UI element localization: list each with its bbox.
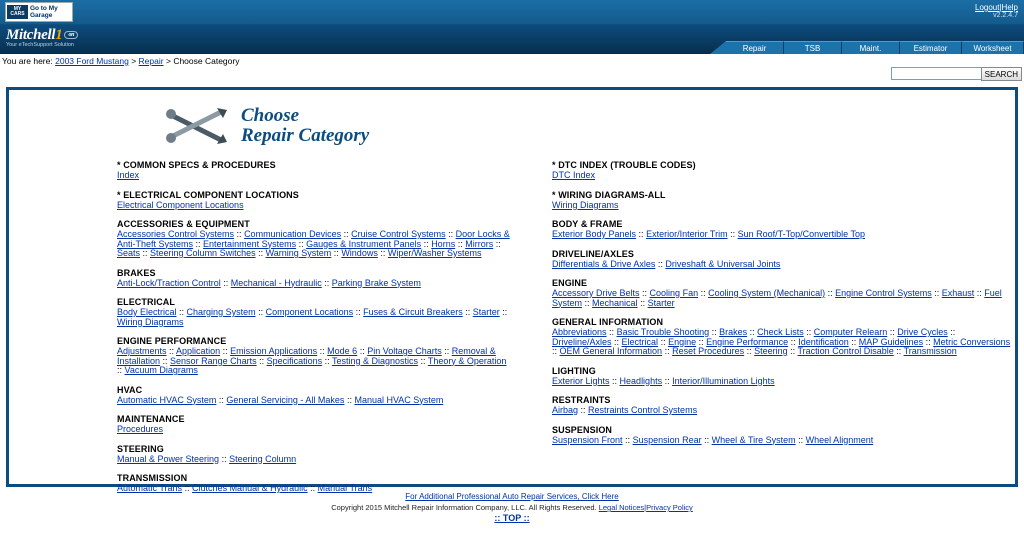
category-link[interactable]: Manual & Power Steering [117,453,220,464]
category-link[interactable]: Specifications [266,355,323,366]
link-separator: :: [219,453,230,464]
category-link[interactable]: Automatic Trans [117,483,183,493]
link-separator: :: [803,327,814,337]
category-link[interactable]: Driveshaft & Universal Joints [665,258,781,269]
category-group-heading: SUSPENSION [552,424,613,435]
link-separator: :: [795,434,806,445]
category-group [552,249,1015,270]
category-link-list [552,171,1015,181]
link-separator: :: [220,346,231,356]
main-panel [6,87,1018,493]
nav-slant-decoration [710,41,726,54]
link-separator: :: [331,248,342,258]
footer-separator: | [644,503,647,512]
category-group [117,219,512,259]
link-separator: :: [234,229,245,239]
copyright-text: Copyright 2015 Mitchell Repair Information Company, LLC. All Rights Reserved. [331,503,597,512]
category-link[interactable]: Fuel System [552,288,1002,308]
category-link[interactable]: Mechanical [592,297,638,308]
category-link[interactable]: Electrical [621,336,659,347]
category-group-heading: ACCESSORIES & EQUIPMENT [117,219,250,229]
category-link[interactable]: Airbag [552,405,579,415]
tab-tsb[interactable]: TSB [784,41,842,54]
link-separator: :: [696,336,707,347]
category-group-heading: TRANSMISSION [117,473,188,483]
link-separator: :: [747,327,758,337]
link-separator: :: [658,336,669,347]
link-separator: :: [727,229,738,239]
category-link-list [117,230,512,259]
category-link[interactable]: DTC Index [552,170,596,180]
link-separator: :: [166,346,177,356]
category-link[interactable]: Reset Procedures [672,346,745,356]
category-group-heading: ELECTRICAL [117,297,175,307]
link-separator: :: [255,248,266,258]
topbar-separator: | [999,3,1002,12]
page-title-line-1: Choose [241,105,300,126]
category-link[interactable]: Abbreviations [552,327,607,337]
category-link[interactable]: Cooling System (Mechanical) [708,288,826,298]
category-link[interactable]: Automatic HVAC System [117,394,217,405]
help-link[interactable]: Help [1001,3,1018,12]
link-separator: :: [609,375,620,386]
link-separator: :: [655,258,666,269]
category-link[interactable]: Accessories Control Systems [117,229,235,239]
category-group [117,297,512,327]
category-link[interactable]: Testing & Diagnostics [331,355,419,366]
category-group-heading: DRIVELINE/AXLES [552,248,635,259]
category-link[interactable]: Sun Roof/T-Top/Convertible Top [737,229,865,239]
category-group-heading: MAINTENANCE [117,414,185,424]
category-link[interactable]: Exterior Lights [552,375,610,386]
link-separator: :: [418,355,428,366]
tab-worksheet[interactable]: Worksheet [962,41,1024,54]
category-link[interactable]: Body Electrical [117,307,177,317]
category-columns [9,154,1015,503]
link-separator: :: [887,327,898,337]
brand-name: Mitchell [6,27,56,43]
brand-badge: on [64,31,78,39]
category-link[interactable]: Identification [798,336,849,347]
link-separator: :: [582,297,593,308]
category-link-list [552,377,1015,387]
left-category-column [9,160,512,503]
category-link-list [117,347,512,376]
link-separator: :: [344,394,355,405]
link-separator: :: [636,229,647,239]
link-separator: :: [611,336,622,347]
category-link-list [552,328,1015,357]
link-separator: :: [931,288,942,298]
breadcrumb-repair[interactable]: Repair [138,56,164,66]
link-separator: :: [825,288,836,298]
category-group-heading: * WIRING DIAGRAMS-ALL [552,189,666,200]
category-link[interactable]: Differentials & Drive Axles [552,258,656,269]
category-link[interactable]: Theory & Operation [427,355,507,366]
link-separator: :: [353,307,364,317]
category-link[interactable]: Starter [647,297,675,308]
category-link-list [117,201,512,211]
category-group [117,190,512,211]
category-link[interactable]: Wiring Diagrams [552,199,619,210]
category-link[interactable]: Restraints Control Systems [588,405,698,415]
brand-accent: 1 [55,27,63,43]
brand-bar [0,25,1024,54]
link-separator: :: [462,307,473,317]
category-link[interactable]: Basic Trouble Shooting [616,327,710,337]
category-link[interactable]: Wiring Diagrams [117,316,184,327]
link-separator: :: [441,346,452,356]
category-group-heading: * DTC INDEX (TROUBLE CODES) [552,160,696,170]
pro-services-link[interactable]: For Additional Professional Auto Repair Services, Click Here [405,492,619,501]
category-link[interactable]: Driveline/Axles [552,336,612,347]
link-separator: :: [317,346,328,356]
category-link[interactable]: OEM General Information [559,346,663,356]
main-nav-tabs [710,25,1024,54]
my-cars-logo: MY CARS [7,5,28,19]
link-separator: :: [296,238,307,249]
link-separator: :: [744,346,755,356]
search-row [0,67,1024,83]
category-link[interactable]: Interior/Illumination Lights [672,375,775,386]
category-link[interactable]: Steering [754,346,788,356]
category-link-list [552,289,1015,308]
category-link[interactable]: Anti-Lock/Traction Control [117,277,221,288]
privacy-policy-link[interactable]: Privacy Policy [646,503,693,512]
category-link[interactable]: General Servicing - All Makes [226,394,345,405]
my-garage-label: Go to My Garage [29,5,58,19]
category-link[interactable]: Computer Relearn [813,327,888,337]
category-link[interactable]: Electrical Component Locations [117,199,244,210]
category-group-heading: LIGHTING [552,365,596,376]
category-link[interactable]: Pin Voltage Charts [367,346,442,356]
category-link[interactable]: Mode 6 [327,346,358,356]
breadcrumb-current: Choose Category [173,56,240,66]
brand-tagline: Your eTechSupport Solution [6,42,74,48]
category-link-list [117,425,512,435]
link-separator: :: [117,365,125,375]
category-group-heading: BODY & FRAME [552,219,623,229]
category-link-list [117,279,512,289]
category-link[interactable]: Gauges & Instrument Panels [306,238,422,249]
category-link[interactable]: Removal & Installation [117,346,496,366]
wrench-icon [159,104,235,148]
category-link[interactable]: Wheel & Tire System [711,434,796,445]
category-link[interactable]: Steering Column [229,453,297,464]
category-link[interactable]: Cooling Fan [649,288,699,298]
link-separator: :: [493,238,501,249]
link-separator: :: [788,336,799,347]
link-separator: :: [662,346,673,356]
link-separator: :: [445,229,456,239]
link-separator: :: [216,394,227,405]
category-link[interactable]: Mechanical - Hydraulic [230,277,322,288]
legal-notices-link[interactable]: Legal Notices [598,503,645,512]
tab-estimator[interactable]: Estimator [900,41,962,54]
category-group [552,425,1015,446]
link-separator: :: [321,277,332,288]
link-separator: :: [698,288,709,298]
category-link[interactable]: Communication Devices [244,229,342,239]
link-separator: :: [193,238,204,249]
category-link[interactable]: Engine [668,336,697,347]
category-group [552,219,1015,240]
link-separator: :: [140,248,151,258]
category-link[interactable]: Horns [431,238,456,249]
category-link[interactable]: Engine Performance [706,336,789,347]
category-group [552,160,1015,181]
link-separator: :: [357,346,368,356]
link-separator: :: [176,307,187,317]
category-link[interactable]: Transmission [903,346,957,356]
category-link[interactable]: Headlights [619,375,663,386]
category-link[interactable]: Index [117,170,140,180]
category-group-heading: ENGINE [552,278,588,288]
category-link-list [552,260,1015,270]
category-link[interactable]: Exterior/Interior Trim [646,229,728,239]
category-link-list [117,455,512,465]
category-link[interactable]: Sensor Range Charts [170,355,257,366]
tab-repair[interactable]: Repair [726,41,784,54]
category-link[interactable]: Wheel Alignment [805,434,874,445]
category-group [117,473,512,494]
category-link[interactable]: Cruise Control Systems [351,229,446,239]
category-link-list [552,201,1015,211]
category-group [552,395,1015,416]
category-link[interactable]: Procedures [117,424,164,434]
category-link[interactable]: Application [176,346,221,356]
category-link-list [117,171,512,181]
link-separator: :: [377,248,388,258]
category-group-heading: ENGINE PERFORMANCE [117,336,227,346]
category-link[interactable]: Vacuum Diagrams [124,365,198,375]
category-group-heading: RESTRAINTS [552,395,611,405]
category-link[interactable]: Exterior Body Panels [552,229,637,239]
breadcrumb-sep-1: > [131,56,137,66]
category-group [552,190,1015,211]
category-group [117,268,512,289]
search-button[interactable]: SEARCH [981,67,1022,81]
category-link-list [552,230,1015,240]
link-separator: :: [622,434,633,445]
mitchell-logo[interactable] [6,27,78,48]
link-separator: :: [256,355,267,366]
category-link[interactable]: Component Locations [265,307,354,317]
category-link[interactable]: Adjustments [117,346,167,356]
category-link[interactable]: Starter [472,307,500,317]
category-link[interactable]: Drive Cycles [897,327,948,337]
link-separator: :: [606,327,617,337]
link-separator: :: [639,288,650,298]
link-separator: :: [255,307,266,317]
link-separator: :: [578,405,589,415]
category-link-list [117,308,512,327]
page-title-line-2: Repair Category [241,125,370,146]
link-separator: :: [701,434,712,445]
link-separator: :: [637,297,648,308]
category-group-heading: GENERAL INFORMATION [552,317,664,327]
category-group [117,385,512,406]
category-link[interactable]: Warning System [265,248,332,258]
category-link[interactable]: Charging System [186,307,256,317]
category-link[interactable]: Wiper/Washer Systems [387,248,482,258]
link-separator: :: [455,238,466,249]
category-link[interactable]: Suspension Front [552,434,623,445]
category-link[interactable]: Seats [117,248,141,258]
page-title [9,98,1015,154]
category-link[interactable]: Exhaust [941,288,975,298]
link-separator: :: [662,375,673,386]
back-to-top-link[interactable]: :: TOP :: [494,513,530,523]
right-category-column [512,160,1015,503]
link-separator: :: [947,327,956,337]
link-separator: :: [421,238,432,249]
link-separator: :: [893,346,904,356]
category-link[interactable]: Fuses & Circuit Breakers [363,307,463,317]
category-group-heading: * COMMON SPECS & PROCEDURES [117,160,276,170]
category-group-heading: BRAKES [117,267,156,278]
category-link-list [117,484,512,494]
link-separator: :: [220,277,231,288]
category-link-list [552,406,1015,416]
link-separator: :: [709,327,720,337]
category-link[interactable]: Metric Conversions [933,336,1011,347]
category-link[interactable]: Manual HVAC System [354,394,444,405]
link-separator: :: [182,483,193,493]
link-separator: :: [787,346,798,356]
category-link[interactable]: Steering Column Switches [150,248,256,258]
category-link[interactable]: Clutches Manual & Hydraulic [192,483,308,493]
category-link[interactable]: Suspension Rear [632,434,702,445]
category-group [552,366,1015,387]
category-link[interactable]: MAP Guidelines [858,336,924,347]
link-separator: :: [322,355,332,366]
tab-maint[interactable]: Maint. [842,41,900,54]
category-group [117,336,512,376]
breadcrumb [0,54,1024,67]
link-separator: :: [160,355,171,366]
category-group [117,444,512,465]
category-link[interactable]: Engine Control Systems [835,288,932,298]
top-bar-right [975,3,1018,19]
category-link[interactable]: Entertainment Systems [203,238,297,249]
link-separator: :: [307,483,318,493]
category-group-heading: STEERING [117,443,164,454]
link-separator: :: [923,336,934,347]
category-link[interactable]: Brakes [719,327,748,337]
top-bar [0,0,1024,25]
my-garage-button[interactable] [5,2,73,22]
category-group [552,278,1015,308]
category-link[interactable]: Emission Applications [230,346,318,356]
breadcrumb-prefix: You are here: [2,56,53,66]
breadcrumb-vehicle[interactable]: 2003 Ford Mustang [55,56,129,66]
link-separator: :: [974,288,985,298]
category-group [117,160,512,181]
category-group-heading: * ELECTRICAL COMPONENT LOCATIONS [117,189,299,200]
category-group [117,414,512,435]
category-link[interactable]: Manual Trans [317,483,373,493]
category-link[interactable]: Door Locks & Anti-Theft Systems [117,229,510,249]
category-link[interactable]: Accessory Drive Belts [552,288,640,298]
category-link[interactable]: Traction Control Disable [797,346,894,356]
category-link[interactable]: Windows [341,248,378,258]
logout-link[interactable]: Logout [975,3,1000,12]
category-link-list [552,436,1015,446]
link-separator: :: [848,336,859,347]
link-separator: :: [552,346,560,356]
category-group [552,317,1015,357]
category-link[interactable]: Parking Brake System [331,277,421,288]
category-link[interactable]: Mirrors [465,238,494,249]
link-separator: :: [499,307,508,317]
version-label: v2.2.4.7 [993,12,1018,19]
category-link[interactable]: Check Lists [757,327,804,337]
link-separator: :: [341,229,352,239]
category-link-list [117,396,512,406]
breadcrumb-sep-2: > [165,56,171,66]
category-group-heading: HVAC [117,384,143,395]
